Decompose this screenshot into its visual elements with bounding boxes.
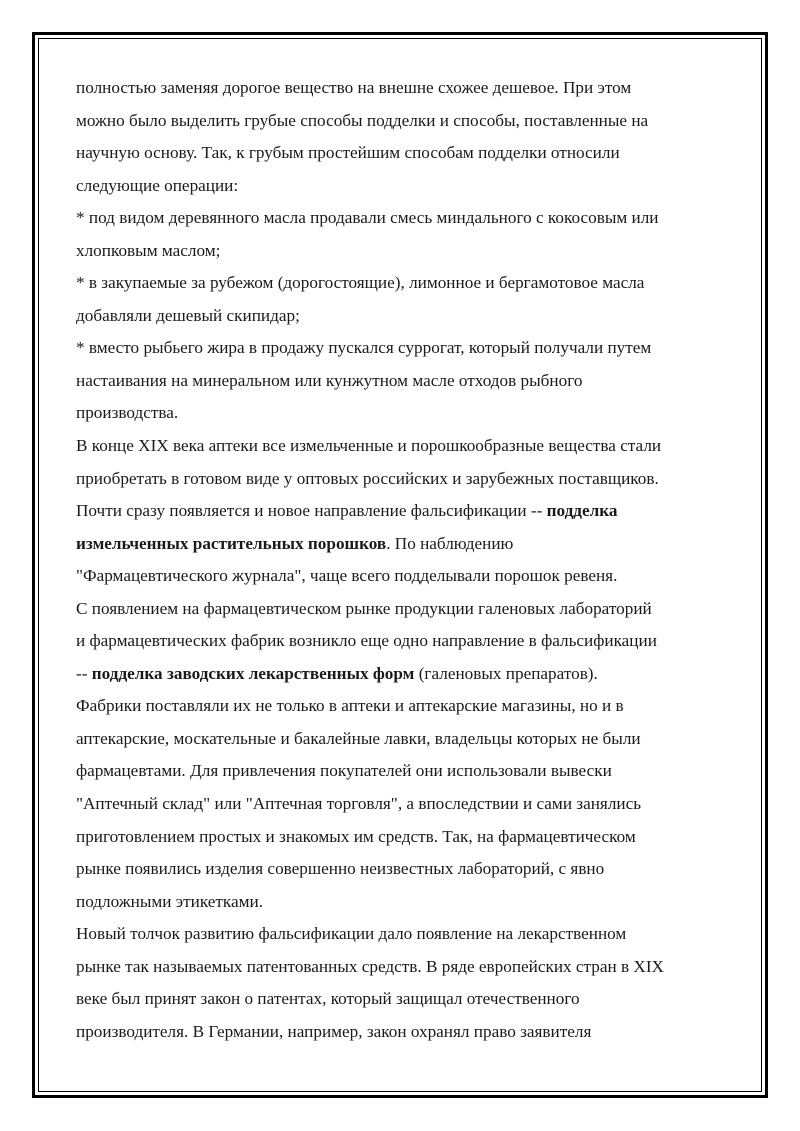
text-line [76, 72, 736, 105]
text-run: рынке так называемых патентованных средств. В ряде европейских стран в XIX [76, 956, 664, 976]
bold-phrase: подделка [546, 501, 618, 521]
text-run: полностью заменяя дорогое вещество на внешне схожее дешевое. При этом [76, 78, 632, 97]
text-run: С появлением на фармацевтическом рынке продукции галеновых лабораторий [76, 598, 652, 618]
text-line [76, 397, 736, 430]
text-line [76, 105, 736, 138]
text-line [76, 137, 736, 170]
text-line [76, 951, 736, 984]
text-line [76, 853, 736, 886]
text-line [76, 267, 736, 300]
text-line [76, 170, 736, 203]
text-run: * под видом деревянного масла продавали смесь миндального с кокосовым или [76, 208, 659, 228]
text-line [76, 463, 736, 496]
text-line [76, 235, 736, 268]
text-run: * в закупаемые за рубежом (дорогостоящие), лимонное и бергамотовое масла [76, 273, 645, 293]
text-line [76, 821, 736, 854]
text-run: Почти сразу появляется и новое направление фальсификации -- [76, 501, 547, 521]
text-line [76, 918, 736, 951]
text-line [76, 202, 736, 235]
text-run: следующие операции: [76, 175, 239, 195]
text-line [76, 625, 736, 658]
text-run: и фармацевтических фабрик возникло еще одно направление в фальсификации [76, 631, 657, 651]
text-line [76, 593, 736, 626]
text-line [76, 1016, 736, 1049]
text-line [76, 528, 736, 561]
bold-phrase: подделка заводских лекарственных форм [91, 663, 415, 683]
text-line [76, 365, 736, 398]
text-run: -- [76, 663, 92, 683]
text-run: В конце XIX века аптеки все измельченные и порошкообразные вещества стали [76, 436, 662, 456]
text-run: приобретать в готовом виде у оптовых российских и зарубежных поставщиков. [76, 468, 659, 488]
text-line [76, 495, 736, 528]
text-run: (галеновых препаратов). [414, 663, 598, 683]
text-run: "Фармацевтического журнала", чаще всего подделывали порошок ревеня. [76, 566, 618, 586]
text-line [76, 560, 736, 593]
text-line [76, 983, 736, 1016]
text-run: * вместо рыбьего жира в продажу пускался суррогат, который получали путем [76, 338, 652, 358]
text-line [76, 300, 736, 333]
text-run: хлопковым маслом; [76, 240, 221, 260]
text-run: . По наблюдению [386, 533, 514, 553]
text-run: научную основу. Так, к грубым простейшим способам подделки относили [76, 143, 620, 163]
text-run: веке был принят закон о патентах, который защищал отечественного [76, 989, 580, 1009]
text-run: можно было выделить грубые способы подделки и способы, поставленные на [76, 110, 649, 130]
text-line [76, 332, 736, 365]
text-run: добавляли дешевый скипидар; [76, 305, 300, 325]
text-run: "Аптечный склад" или "Аптечная торговля", а впоследствии и сами занялись [76, 794, 642, 814]
text-run: Фабрики поставляли их не только в аптеки и аптекарские магазины, но и в [76, 696, 624, 716]
text-run: Новый толчок развитию фальсификации дало появление на лекарственном [76, 924, 627, 944]
text-line [76, 658, 736, 691]
text-run: производства. [76, 403, 179, 423]
text-line [76, 723, 736, 756]
text-line [76, 788, 736, 821]
text-run: фармацевтами. Для привлечения покупателей они использовали вывески [76, 761, 612, 781]
text-line [76, 690, 736, 723]
text-line [76, 755, 736, 788]
text-run: аптекарские, москательные и бакалейные лавки, владельцы которых не были [76, 728, 641, 748]
bold-phrase: измельченных растительных порошков [76, 533, 387, 553]
text-run: настаивания на минеральном или кунжутном масле отходов рыбного [76, 370, 583, 390]
text-run: рынке появились изделия совершенно неизвестных лабораторий, с явно [76, 859, 605, 879]
text-run: приготовлением простых и знакомых им средств. Так, на фармацевтическом [76, 826, 636, 846]
text-line [76, 886, 736, 919]
text-run: подложными этикетками. [76, 891, 264, 911]
document-body [76, 72, 736, 1048]
text-line [76, 430, 736, 463]
text-run: производителя. В Германии, например, закон охранял право заявителя [76, 1021, 592, 1041]
